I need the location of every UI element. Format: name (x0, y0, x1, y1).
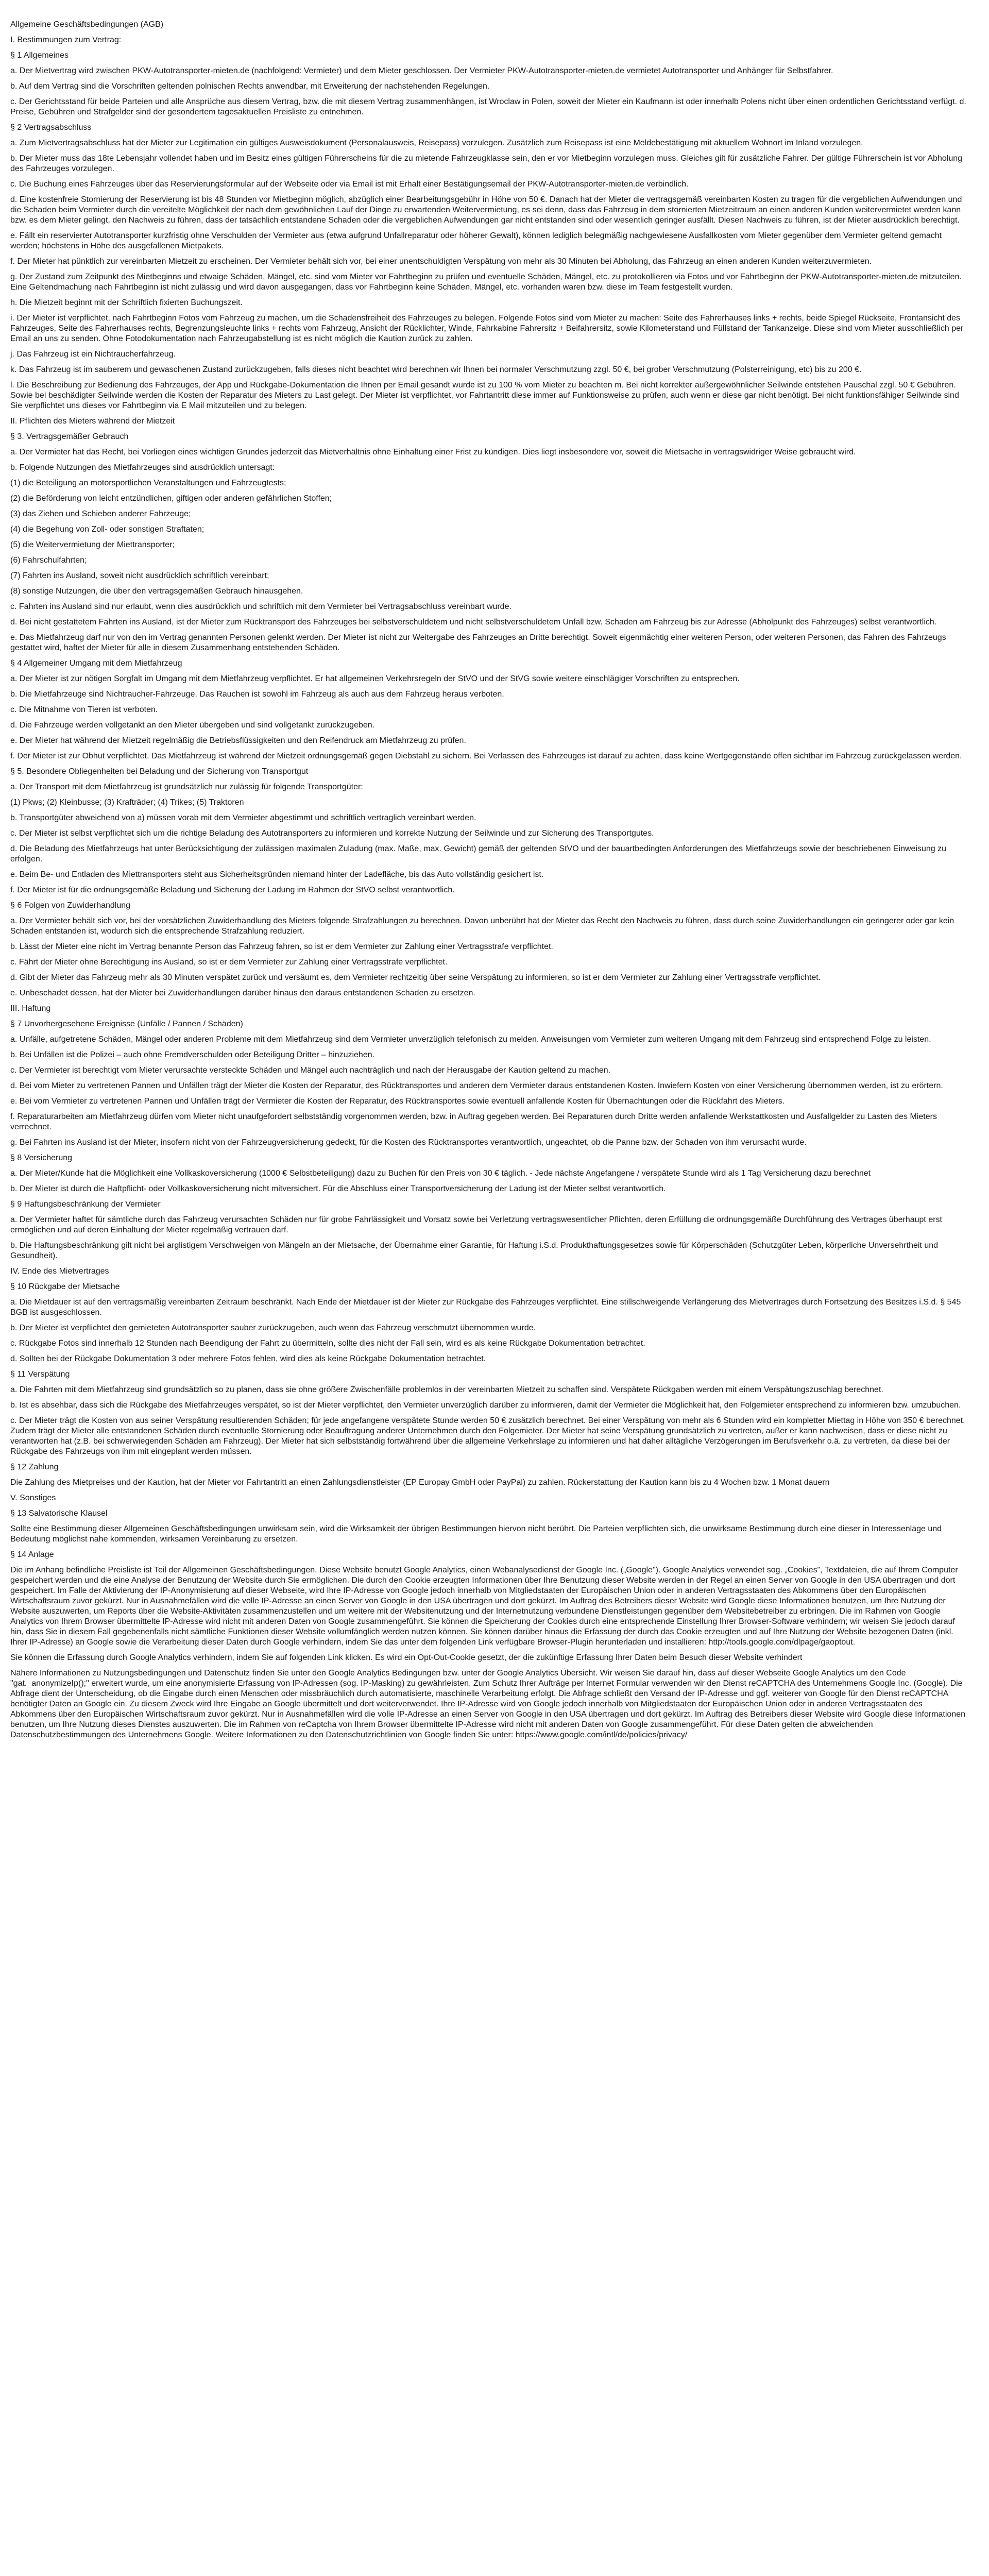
document-paragraph: V. Sonstiges (10, 1494, 56, 1502)
document-paragraph: § 2 Vertragsabschluss (10, 123, 92, 132)
document-paragraph: g. Bei Fahrten ins Ausland ist der Mieter, insofern nicht von der Fahrzeugversicherung gedeckt, für die Kosten des Rücktransportes verantwortlich, ungeachtet, ob die Panne bzw. der Schaden von ihm verursacht wurde. (10, 1138, 807, 1147)
document-paragraph: b. Der Mieter muss das 18te Lebensjahr vollendet haben und im Besitz eines gültigen Führerscheins für die zu mietende Fahrzeugklasse sein, den er vor Mietbeginn vorzulegen muss. Gleiches gilt für zusätzliche Fahrer. Der gültige Führerschein ist vor Abholung des Fahrzeuges vorzulegen. (10, 154, 963, 173)
document-paragraph: b. Ist es absehbar, dass sich die Rückgabe des Mietfahrzeuges verspätet, so ist der Mieter verpflichtet, den Vermieter unverzüglich darüber zu informieren, damit der Vermieter die Möglichkeit hat, den Folgemieter entsprechend zu informieren bzw. umzubuchen. (10, 1401, 961, 1410)
document-paragraph: (1) Pkws; (2) Kleinbusse; (3) Krafträder; (4) Trikes; (5) Traktoren (10, 798, 244, 807)
document-paragraph: a. Der Mieter/Kunde hat die Möglichkeit eine Vollkaskoversicherung (1000 € Selbstbeteiligung) dazu zu Buchen für den Preis von 30 € täglich. - Jede nächste Angefangene / verspätete Stunde wird als 1 Tag Versicherung dazu berechnet (10, 1169, 871, 1178)
document-paragraph: IV. Ende des Mietvertrages (10, 1267, 109, 1276)
document-paragraph: k. Das Fahrzeug ist im sauberem und gewaschenen Zustand zurückzugeben, falls dieses nicht beachtet wird berechnen wir Ihnen bei normaler Verschmutzung zzgl. 50 €, bei grober Verschmutzung (Polsterreinigung, etc) bis zu 200 €. (10, 365, 862, 374)
document-paragraph: e. Der Mieter hat während der Mietzeit regelmäßig die Betriebsflüssigkeiten und den Reifendruck am Mietfahrzeug zu prüfen. (10, 736, 466, 745)
document-paragraph: d. Eine kostenfreie Stornierung der Reservierung ist bis 48 Stunden vor Mietbeginn möglich, abzüglich einer Bearbeitungsgebühr in Höhe von 50 €. Danach hat der Mieter die vertragsgemäß vereinbarten Kosten zu tragen für die vergeblichen Aufwendungen und die Schaden beim Vermieter durch die vereitelte Möglichkeit der nach dem gewöhnlichen Lauf der Dinge zu erwartenden Weitervermietung, es sei denn, dass das Fahrzeug in dem stornierten Mietzeitraum an einen anderen Kunden weitervermietet werden kann bzw. es dem Mieter gelingt, den Nachweis zu führen, dass der tatsächlich entstandene Schaden oder die vergeblichen Aufwendungen gar nicht entstanden sind oder wesentlich geringer ausfällt. Diesen Nachweis zu führen, ist der Mieter ausdrücklich berechtigt. (10, 195, 962, 225)
document-paragraph: g. Der Zustand zum Zeitpunkt des Mietbeginns und etwaige Schäden, Mängel, etc. sind vom Mieter vor Fahrtbeginn zu prüfen und eventuelle Schäden, Mängel, etc. zu protokollieren via Fotos und vor Fahrtbeginn der PKW-Autotransporter-mieten.de mitzuteilen. Eine Geltendmachung nach Fahrtbeginn ist nicht zulässig und wird davon ausgegangen, dass vor Fahrtbeginn keine Schäden, Mängel, etc. vorhanden waren bzw. diese im Team festgestellt wurden. (10, 273, 962, 292)
document-paragraph: a. Der Vermieter behält sich vor, bei der vorsätzlichen Zuwiderhandlung des Mieters folgende Strafzahlungen zu berechnen. Davon unberührt hat der Mieter das Recht den Nachweis zu führen, dass durch seine Zuwiderhandlungen ein geringerer oder gar kein Schaden entstanden ist, wodurch sich die entsprechende Strafzahlung reduziert. (10, 917, 954, 936)
document-paragraph: c. Rückgabe Fotos sind innerhalb 12 Stunden nach Beendigung der Fahrt zu übermitteln, sollte dies nicht der Fall sein, wird es als keine Rückgabe Dokumentation betrachtet. (10, 1339, 645, 1348)
document-paragraph: d. Sollten bei der Rückgabe Dokumentation 3 oder mehrere Fotos fehlen, wird dies als keine Rückgabe Dokumentation betrachtet. (10, 1354, 486, 1363)
document-paragraph: § 13 Salvatorische Klausel (10, 1509, 108, 1518)
document-paragraph: a. Der Transport mit dem Mietfahrzeug ist grundsätzlich nur zulässig für folgende Transportgüter: (10, 783, 363, 791)
document-paragraph: Die im Anhang befindliche Preisliste ist Teil der Allgemeinen Geschäftsbedingungen. Diese Website benutzt Google Analytics, einen Webanalysedienst der Google Inc. („Google"). Google Analytics verwendet sog. „Cookies", Textdateien, die auf Ihrem Computer gespeichert werden und die eine Analyse der Benutzung der Website durch Sie ermöglichen. Die durch den Cookie erzeugten Informationen über Ihre Benutzung dieser Website werden in der Regel an einen Server von Google in den USA übertragen und dort gespeichert. Im Falle der Aktivierung der IP-Anonymisierung auf dieser Webseite, wird Ihre IP-Adresse von Google jedoch innerhalb von Mitgliedstaaten der Europäischen Union oder in anderen Vertragsstaaten des Abkommens über den Europäischen Wirtschaftsraum zuvor gekürzt. Nur in Ausnahmefällen wird die volle IP-Adresse an einen Server von Google in den USA übertragen und dort gekürzt. Im Auftrag des Betreibers dieser Website wird Google diese Informationen benutzen, um Ihre Nutzung der Website auszuwerten, um Reports über die Website-Aktivitäten zusammenzustellen und um weitere mit der Websitenutzung und der Internetnutzung verbundene Dienstleistungen gegenüber dem Websitebetreiber zu erbringen. Die im Rahmen von Google Analytics von Ihrem Browser übermittelte IP-Adresse wird nicht mit anderen Daten von Google zusammengeführt. Sie können die Speicherung der Cookies durch eine entsprechende Einstellung Ihrer Browser-Software verhindern; wir weisen Sie jedoch darauf hin, dass Sie in diesem Fall gegebenenfalls nicht sämtliche Funktionen dieser Website vollumfänglich werden nutzen können. Sie können darüber hinaus die Erfassung der durch das Cookie erzeugten und auf Ihre Nutzung der Website bezogenen Daten (inkl. Ihrer IP-Adresse) an Google sowie die Verarbeitung dieser Daten durch Google verhindern, indem Sie das unter dem folgenden Link verfügbare Browser-Plugin herunterladen und installieren: http://tools.google.com/dlpage/gaoptout. (10, 1566, 958, 1647)
document-paragraph: (6) Fahrschulfahrten; (10, 556, 87, 565)
document-paragraph: § 11 Verspätung (10, 1370, 70, 1379)
document-paragraph: (3) das Ziehen und Schieben anderer Fahrzeuge; (10, 510, 191, 518)
document-paragraph: § 8 Versicherung (10, 1154, 73, 1162)
document-paragraph: § 6 Folgen von Zuwiderhandlung (10, 901, 131, 910)
document-paragraph: a. Der Mietvertrag wird zwischen PKW-Autotransporter-mieten.de (nachfolgend: Vermieter) und dem Mieter geschlossen. Der Vermieter PKW-Autotransporter-mieten.de vermietet Autotransporter und Anhänger für Selbstfahrer. (10, 66, 833, 75)
document-paragraph: § 3. Vertragsgemäßer Gebrauch (10, 432, 129, 441)
document-paragraph: b. Der Mieter ist durch die Haftpflicht- oder Vollkaskoversicherung nicht mitversichert. Für die Abschluss einer Transportversicherung der Ladung ist der Mieter selbst verantwortlich. (10, 1184, 666, 1193)
document-paragraph: b. Der Mieter ist verpflichtet den gemieteten Autotransporter sauber zurückzugeben, auch wenn das Fahrzeug verschmutzt übernommen wurde. (10, 1324, 536, 1332)
document-paragraph: (4) die Begehung von Zoll- oder sonstigen Straftaten; (10, 525, 204, 534)
document-paragraph: f. Der Mieter ist für die ordnungsgemäße Beladung und Sicherung der Ladung im Rahmen der StVO selbst verantwortlich. (10, 886, 455, 894)
document-paragraph: a. Der Vermieter hat das Recht, bei Vorliegen eines wichtigen Grundes jederzeit das Mietverhältnis ohne Einhaltung einer Frist zu kündigen. Dies liegt insbesondere vor, soweit die Mietsache in vertragswidriger Weise gebraucht wird. (10, 448, 856, 456)
page-title: Allgemeine Geschäftsbedingungen (AGB) (10, 20, 164, 29)
document-paragraph: d. Bei nicht gestattetem Fahrten ins Ausland, ist der Mieter zum Rücktransport des Fahrzeuges bei selbstverschuldetem und nicht selbstverschuldetem Unfall bzw. Schaden am Fahrzeug bis zur Adresse (Abholpunkt des Fahrzeuges) selbst verantwortlich. (10, 618, 937, 626)
document-paragraph: § 9 Haftungsbeschränkung der Vermieter (10, 1200, 161, 1209)
document-paragraph: c. Der Gerichtsstand für beide Parteien und alle Ansprüche aus diesem Vertrag, bzw. die mit diesem Vertrag zusammenhängen, ist Wroclaw in Polen, soweit der Mieter ein Kaufmann ist oder innerhalb Polens nicht über einen ordentlichen Gerichtsstand verfügt. d. Preise, Gebühren und Strafgelder sind der gesondertem tagesaktuellen Preisliste zu entnehmen. (10, 97, 966, 116)
document-paragraph: c. Fährt der Mieter ohne Berechtigung ins Ausland, so ist er dem Vermieter zur Zahlung einer Vertragsstrafe verpflichtet. (10, 958, 448, 967)
document-paragraph: d. Die Beladung des Mietfahrzeugs hat unter Berücksichtigung der zulässigen maximalen Zuladung (max. Maße, max. Gewicht) gemäß der geltenden StVO und der bauartbedingten Anforderungen des Mietfahrzeugs sowie der beschriebenen Einweisung zu erfolgen. (10, 844, 947, 863)
document-paragraph: c. Der Mieter trägt die Kosten von aus seiner Verspätung resultierenden Schäden; für jede angefangene verspätete Stunde werden 50 € zusätzlich berechnet. Bei einer Verspätung von mehr als 6 Stunden wird ein kompletter Miettag in Höhe von 350 € berechnet. Zudem trägt der Mieter alle entstandenen Schäden durch eventuelle Stornierung oder Beauftragung anderer Unternehmen durch den Folgemieter. Der Mieter hat seine Verspätung grundsätzlich zu vertreten, außer er kann nachweisen, dass er diese nicht zu verantworten hat (z.B. bei schwerwiegenden Schäden am Fahrzeug). Der Mieter hat sich selbstständig fortwährend über die allgemeine Verkehrslage zu informieren und hat daher alltägliche Verzögerungen im Berufsverkehr o.ä. zu vertreten, da diese bei der Rückgabe des Fahrzeugs von ihm mit eingeplant werden müssen. (10, 1416, 965, 1456)
document-paragraph: b. Auf dem Vertrag sind die Vorschriften geltenden polnischen Rechts anwendbar, mit Erweiterung der nachstehenden Regelungen. (10, 82, 490, 91)
document-paragraph: d. Die Fahrzeuge werden vollgetankt an den Mieter übergeben und sind vollgetankt zurückzugeben. (10, 721, 375, 730)
document-paragraph: (1) die Beteiligung an motorsportlichen Veranstaltungen und Fahrzeugtests; (10, 479, 286, 487)
document-paragraph: c. Die Mitnahme von Tieren ist verboten. (10, 705, 158, 714)
document-paragraph: § 5. Besondere Obliegenheiten bei Beladung und der Sicherung von Transportgut (10, 767, 309, 776)
document-paragraph: a. Der Mieter ist zur nötigen Sorgfalt im Umgang mit dem Mietfahrzeug verpflichtet. Er hat allgemeinen Verkehrsregeln der StVO und der StVG sowie weitere einschlägiger Vorschriften zu entsprechen. (10, 674, 740, 683)
document-paragraph: Sollte eine Bestimmung dieser Allgemeinen Geschäftsbedingungen unwirksam sein, wird die Wirksamkeit der übrigen Bestimmungen hiervon nicht berührt. Die Parteien verpflichten sich, die unwirksame Bestimmung durch eine dieser in Interessenlage und Bedeutung möglichst nahe kommenden, wirksamen Vereinbarung zu ersetzen. (10, 1524, 942, 1544)
document-paragraph: b. Lässt der Mieter eine nicht im Vertrag benannte Person das Fahrzeug fahren, so ist er dem Vermieter zur Zahlung einer Vertragsstrafe verpflichtet. (10, 942, 553, 951)
document-paragraph: (5) die Weitervermietung der Miettransporter; (10, 540, 175, 549)
document-paragraph: Nähere Informationen zu Nutzungsbedingungen und Datenschutz finden Sie unter den Google Analytics Bedingungen bzw. unter der Google Analytics Übersicht. Wir weisen Sie darauf hin, dass auf dieser Webseite Google Analytics um den Code "gat._anonymizeIp();" erweitert wurde, um eine anonymisierte Erfassung von IP-Adressen (sog. IP-Masking) zu gewährleisten. Zum Schutz Ihrer Aufträge per Internet Formular verwenden wir den Dienst reCAPTCHA des Unternehmens Google Inc. (Google). Die Abfrage dient der Unterscheidung, ob die Eingabe durch einen Menschen oder missbräuchlich durch automatisierte, maschinelle Verarbeitung erfolgt. Die Abfrage schließt den Versand der IP-Adresse und ggf. weiterer von Google für den Dienst reCAPTCHA benötigter Daten an Google ein. Zu diesem Zweck wird Ihre Eingabe an Google übermittelt und dort weiterverwendet. Ihre IP-Adresse wird von Google jedoch innerhalb von Mitgliedstaaten der Europäischen Union oder in anderen Vertragsstaaten des Abkommens über den Europäischen Wirtschaftsraum zuvor gekürzt. Nur in Ausnahmefällen wird die volle IP-Adresse an einen Server von Google in den USA übertragen und dort gekürzt. Im Auftrag des Betreibers dieser Website wird Google diese Informationen benutzen, um Ihre Nutzung dieses Dienstes auszuwerten. Die im Rahmen von reCaptcha von Ihrem Browser übermittelte IP-Adresse wird nicht mit anderen Daten von Google zusammengeführt. Für diese Daten gelten die abweichenden Datenschutzbestimmungen des Unternehmens Google. Weitere Informationen zu den Datenschutzrichtlinien von Google finden Sie unter: https://www.google.com/intl/de/policies/privacy/ (10, 1669, 965, 1739)
document-paragraph: I. Bestimmungen zum Vertrag: (10, 36, 122, 44)
document-paragraph: a. Die Mietdauer ist auf den vertragsmäßig vereinbarten Zeitraum beschränkt. Nach Ende der Mietdauer ist der Mieter zur Rückgabe des Fahrzeuges verpflichtet. Eine stillschweigende Verlängerung des Mietvertrages durch Fortsetzung des Besitzes i.S.d. § 545 BGB ist ausgeschlossen. (10, 1298, 961, 1317)
document-paragraph: e. Das Mietfahrzeug darf nur von den im Vertrag genannten Personen gelenkt werden. Der Mieter ist nicht zur Weitergabe des Fahrzeuges an Dritte berechtigt. Soweit eigenmächtig einer weiteren Person, oder weiteren Personen, das Fahren des Fahrzeugs gestattet wird, haftet der Mieter für alle in diesem Zusammenhang entstehenden Schäden. (10, 633, 946, 652)
document-paragraph: III. Haftung (10, 1004, 51, 1013)
document-paragraph: b. Transportgüter abweichend von a) müssen vorab mit dem Vermieter abgestimmt und schriftlich vertraglich vereinbart werden. (10, 814, 476, 822)
document-paragraph: h. Die Mietzeit beginnt mit der Schriftlich fixierten Buchungszeit. (10, 298, 243, 307)
document-paragraph: a. Die Fahrten mit dem Mietfahrzeug sind grundsätzlich so zu planen, dass sie ohne größere Zwischenfälle problemlos in der vereinbarten Mietzeit zu schaffen sind. Verspätete Rückgaben werden mit einem Verspätungszuschlag berechnet. (10, 1385, 883, 1394)
document-paragraph: Die Zahlung des Mietpreises und der Kaution, hat der Mieter vor Fahrtantritt an einen Zahlungsdienstleister (EP Europay GmbH oder PayPal) zu zahlen. Rückerstattung der Kaution kann bis zu 4 Wochen bzw. 1 Monat dauern (10, 1478, 830, 1487)
document-paragraph: i. Der Mieter ist verpflichtet, nach Fahrtbeginn Fotos vom Fahrzeug zu machen, um die Schadensfreiheit des Fahrzeuges zu belegen. Folgende Fotos sind vom Mieter zu machen: Seite des Fahrerhauses links + rechts, beide Spiegel Rückseite, Frontansicht des Fahrzeuges, Seite des Fahrerhauses rechts, Begrenzungsleuchte links + rechts vom Fahrzeug, Ansicht der Rücklichter, Winde, Fahrkabine Fahrersitz + Beifahrersitz, sowie Kilometerstand und Füllstand der Tankanzeige. Diese sind vom Mieter ausschließlich per Email an uns zu senden. Ohne Fotodokumentation nach Fahrzeugabstellung ist es nicht möglich die Kaution zurück zu zahlen. (10, 314, 964, 343)
document-paragraph: § 1 Allgemeines (10, 51, 69, 60)
document-paragraph: c. Fahrten ins Ausland sind nur erlaubt, wenn dies ausdrücklich und schriftlich mit dem Vermieter bei Vertragsabschluss vereinbart wurde. (10, 602, 511, 611)
document-paragraph: d. Bei vom Mieter zu vertretenen Pannen und Unfällen trägt der Mieter die Kosten der Reparatur, des Rücktransportes und anderen dem Vermieter daraus entstandenen Kosten. Inwiefern Kosten von einer Versicherung übernommen werden, ist zu erörtern. (10, 1081, 943, 1090)
document-paragraph: c. Der Mieter ist selbst verpflichtet sich um die richtige Beladung des Autotransporters zu informieren und korrekte Nutzung der Seilwinde und zur Sicherung des Transportgutes. (10, 829, 654, 838)
document-paragraph: l. Die Beschreibung zur Bedienung des Fahrzeuges, der App und Rückgabe-Dokumentation die Ihnen per Email gesandt wurde ist zu 100 % vom Mieter zu beachten m. Bei nicht korrekter außergewöhnlicher Seilwinde entstehen Pauschal zzgl. 50 € Gebühren. Sowie bei beschädigter Seilwinde werden die Kosten der Reparatur des Mieters zu Last gelegt. Der Mieter ist verpflichtet, vor Fahrtantritt diese immer auf Funktionsweise zu prüfen, auch wenn er diese gar nicht benötigt. Bei nicht funktionsfähiger Seilwinde sind Sie verpflichtet uns dieses vor Fahrtbeginn via E Mail mitzuteilen und zu belegen. (10, 381, 959, 410)
document-paragraph: Sie können die Erfassung durch Google Analytics verhindern, indem Sie auf folgenden Link klicken. Es wird ein Opt-Out-Cookie gesetzt, der die zukünftige Erfassung Ihrer Daten beim Besuch dieser Website verhindert (10, 1653, 803, 1662)
document-paragraph: b. Bei Unfällen ist die Polizei – auch ohne Fremdverschulden oder Beteiligung Dritter – hinzuziehen. (10, 1050, 375, 1059)
document-paragraph: f. Der Mieter hat pünktlich zur vereinbarten Mietzeit zu erscheinen. Der Vermieter behält sich vor, bei einer unentschuldigten Verspätung von mehr als 30 Minuten bei Abholung, das Fahrzeug an einen anderen Kunden weiterzuvermieten. (10, 257, 872, 266)
document-paragraph: j. Das Fahrzeug ist ein Nichtraucherfahrzeug. (10, 350, 176, 359)
document-paragraph: a. Unfälle, aufgetretene Schäden, Mängel oder anderen Probleme mit dem Mietfahrzeug sind dem Vermieter unverzüglich telefonisch zu melden. Anweisungen vom Vermieter zum weiteren Umgang mit dem Fahrzeug sind entsprechend Folge zu leisten. (10, 1035, 931, 1044)
document-paragraph: f. Der Mieter ist zur Obhut verpflichtet. Das Mietfahrzeug ist während der Mietzeit ordnungsgemäß gegen Diebstahl zu sichern. Bei Verlassen des Fahrzeuges ist darauf zu achten, dass keine Wertgegenstände offen sichtbar im Fahrzeug zurückgelassen werden. (10, 752, 962, 760)
document-paragraph: c. Die Buchung eines Fahrzeuges über das Reservierungsformular auf der Webseite oder via Email ist mit Erhalt einer Bestätigungsemail der PKW-Autotransporter-mieten.de verbindlich. (10, 180, 689, 189)
document-paragraph: § 4 Allgemeiner Umgang mit dem Mietfahrzeug (10, 659, 182, 668)
document-paragraph: b. Die Haftungsbeschränkung gilt nicht bei arglistigem Verschweigen von Mängeln an der Mietsache, der Übernahme einer Garantie, für Haftung i.S.d. Produkthaftungsgesetzes sowie für Körperschäden (Schutzgüter Leben, körperliche Unversehrtheit und Gesundheit). (10, 1241, 939, 1260)
document-paragraph: § 12 Zahlung (10, 1463, 59, 1471)
document-paragraph: e. Bei vom Vermieter zu vertretenen Pannen und Unfällen trägt der Vermieter die Kosten der Reparatur, des Rücktransportes sowie eventuell anfallende Kosten für Übernachtungen oder die Rückfahrt des Mieters. (10, 1097, 785, 1106)
document-paragraph: a. Der Vermieter haftet für sämtliche durch das Fahrzeug verursachten Schäden nur für grobe Fahrlässigkeit und Vorsatz sowie bei Verletzung vertragswesentlicher Pflichten, deren Erfüllung die ordnungsgemäße Durchführung des Vertrages überhaupt erst ermöglichen und auf deren Einhaltung der Mieter regelmäßig vertrauen darf. (10, 1215, 942, 1234)
document-paragraph: a. Zum Mietvertragsabschluss hat der Mieter zur Legitimation ein gültiges Ausweisdokument (Personalausweis, Reisepass) vorzulegen. Zusätzlich zum Reisepass ist eine Meldebestätigung mit aktuellem Wohnort im Inland vorzulegen. (10, 139, 863, 147)
document-paragraph: d. Gibt der Mieter das Fahrzeug mehr als 30 Minuten verspätet zurück und versäumt es, dem Vermieter rechtzeitig über seine Verspätung zu informieren, so ist er dem Vermieter zur Zahlung einer Vertragsstrafe verpflichtet. (10, 973, 821, 982)
document-paragraph: f. Reparaturarbeiten am Mietfahrzeug dürfen vom Mieter nicht unaufgefordert selbstständig vorgenommen werden, bzw. in Auftrag gegeben werden. Bei Reparaturen durch Dritte werden anfallende Werkstattkosten und Ausfallgelder zu Lasten des Mieters verrechnet. (10, 1112, 937, 1131)
document-paragraph: § 14 Anlage (10, 1550, 54, 1559)
document-paragraph: e. Unbeschadet dessen, hat der Mieter bei Zuwiderhandlungen darüber hinaus den daraus entstandenen Schaden zu ersetzen. (10, 989, 475, 997)
document-body (10, 35, 968, 1740)
document-paragraph: II. Pflichten des Mieters während der Mietzeit (10, 417, 175, 426)
document-paragraph: b. Folgende Nutzungen des Mietfahrzeuges sind ausdrücklich untersagt: (10, 463, 275, 472)
document-paragraph: e. Beim Be- und Entladen des Miettransporters steht aus Sicherheitsgründen niemand hinter der Ladefläche, bis das Auto vollständig gesichert ist. (10, 870, 544, 879)
document-paragraph: § 7 Unvorhergesehene Ereignisse (Unfälle / Pannen / Schäden) (10, 1020, 243, 1028)
document-paragraph: § 10 Rückgabe der Mietsache (10, 1282, 120, 1291)
document-paragraph: b. Die Mietfahrzeuge sind Nichtraucher-Fahrzeuge. Das Rauchen ist sowohl im Fahrzeug als auch aus dem Fahrzeug heraus verboten. (10, 690, 504, 699)
document-paragraph: (7) Fahrten ins Ausland, soweit nicht ausdrücklich schriftlich vereinbart; (10, 571, 269, 580)
document-paragraph: (8) sonstige Nutzungen, die über den vertragsgemäßen Gebrauch hinausgehen. (10, 587, 303, 596)
document-paragraph: c. Der Vermieter ist berechtigt vom Mieter verursachte versteckte Schäden und Mängel auch nachträglich und nach der Herausgabe der Kaution geltend zu machen. (10, 1066, 611, 1075)
document-paragraph: e. Fällt ein reservierter Autotransporter kurzfristig ohne Verschulden der Vermieter aus (etwa aufgrund Unfallreparatur oder höherer Gewalt), können lediglich belegmäßig nachgewiesene Ausfallkosten vom Mieter gegenüber dem Vermieter geltend gemacht werden; höchstens in Höhe des ausgefallenen Mietpakets. (10, 231, 942, 250)
document-paragraph: (2) die Beförderung von leicht entzündlichen, giftigen oder anderen gefährlichen Stoffen; (10, 494, 332, 503)
